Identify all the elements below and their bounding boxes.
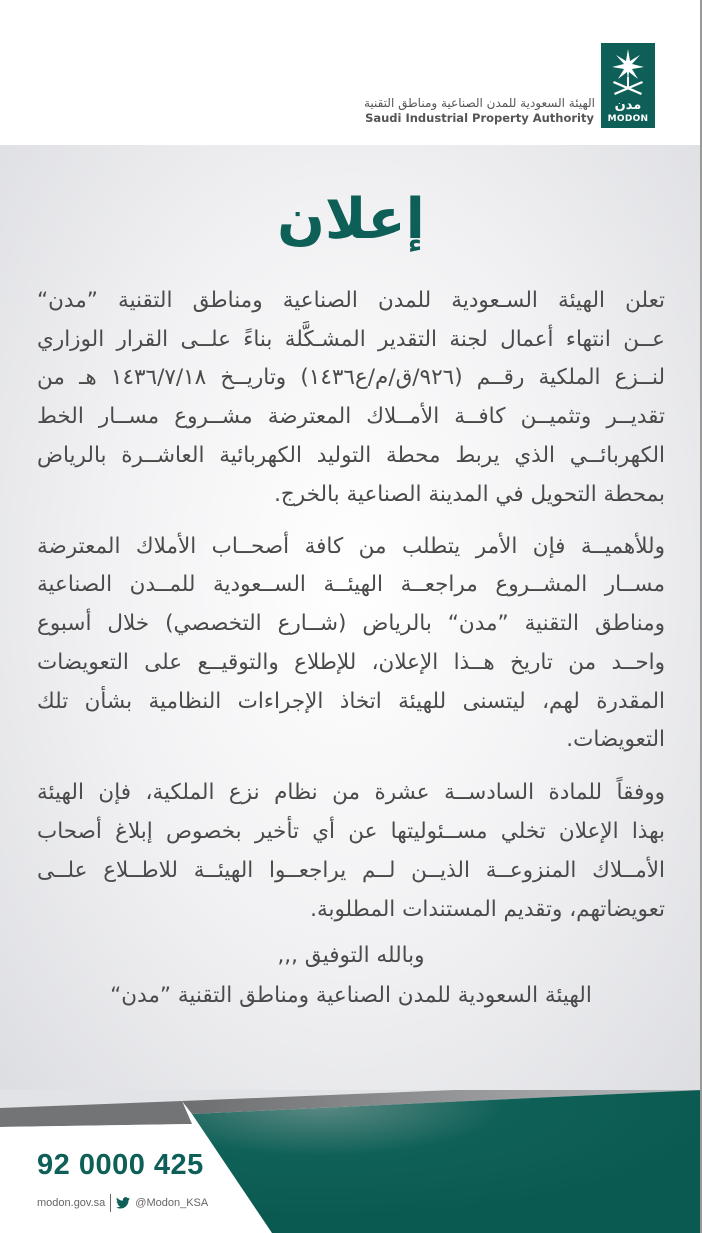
text-line: تقديــر وتثميــن كافــة الأمــلاك المعترضة مشــروع مســار الخط <box>37 404 665 430</box>
phone-number[interactable]: 92 0000 425 <box>37 1149 204 1181</box>
closing-greeting: وبالله التوفيق ,,, <box>277 943 425 968</box>
divider <box>110 1194 111 1212</box>
header <box>0 0 702 145</box>
paragraph <box>37 528 665 760</box>
text-line: التعويضات. <box>566 727 665 753</box>
paragraph <box>37 282 665 514</box>
announcement-body <box>37 282 665 929</box>
text-line: الأمــلاك المنزوعــة الذيــن لــم يراجعــوا الهيئــة للاطــلاع علــى <box>37 857 665 883</box>
text-line: بمحطة التحويل في المدينة الصناعية بالخرج. <box>274 481 665 507</box>
text-line: لنــزع الملكية رقــم (٩٢٦/ق/م/ع١٤٣٦) وتاريــخ ١٤٣٦/٧/١٨ هـ من <box>37 365 665 391</box>
modon-logo <box>601 43 655 128</box>
logo-english-text: MODON <box>607 114 649 124</box>
text-line: مســار المشــروع مراجعــة الهيئــة الســعودية للمــدن الصناعية <box>37 572 665 598</box>
footer-links <box>37 1194 208 1212</box>
text-line: تعويضاتهم، وتقديم المستندات المطلوبة. <box>310 896 665 922</box>
paragraph <box>37 774 665 929</box>
org-name-arabic: الهيئة السعودية للمدن الصناعية ومناطق التقنية <box>363 96 595 110</box>
signature: الهيئة السعودية للمدن الصناعية ومناطق التقنية ”مدن“ <box>110 983 592 1008</box>
text-line: تعلن الهيئة السـعودية للمدن الصناعية ومناطق التقنية ”مدن“ <box>37 288 665 313</box>
website-link[interactable]: modon.gov.sa <box>37 1197 106 1209</box>
logo-arabic-text: مدن <box>614 98 642 113</box>
text-line: وللأهميــة فإن الأمر يتطلب من كافة أصحــاب الأملاك المعترضة <box>37 533 665 559</box>
text-line: المقدرة لهم، ليتسنى للهيئة اتخاذ الإجراءات النظامية بشأن تلك <box>37 688 665 714</box>
text-line: ومناطق التقنية ”مدن“ بالرياض (شــارع التخصصي) خلال أسبوع <box>37 611 665 637</box>
text-line: الكهربائــي الذي يربط محطة التوليد الكهربائية العاشــرة بالرياض <box>37 442 665 468</box>
twitter-handle-link[interactable]: @Modon_KSA <box>135 1197 209 1209</box>
announcement-title: إعلان <box>277 187 425 252</box>
text-line: واحــد من تاريخ هــذا الإعلان، للإطلاع والتوقيــع على التعويضات <box>37 649 665 675</box>
org-name-english: Saudi Industrial Property Authority <box>365 111 594 125</box>
text-line: بهذا الإعلان تخلي مســئوليتها عن أي تأخير بخصوص إبلاغ أصحاب <box>37 819 665 845</box>
text-line: ووفقاً للمادة السادســة عشرة من نظام نزع الملكية، فإن الهيئة <box>37 780 665 806</box>
text-line: عــن انتهاء أعمال لجنة التقدير المشـكَّلة بناءً علــى القرار الوزاري <box>37 326 665 352</box>
twitter-bird-icon <box>116 1197 130 1209</box>
palm-swords-emblem-icon <box>608 47 648 97</box>
